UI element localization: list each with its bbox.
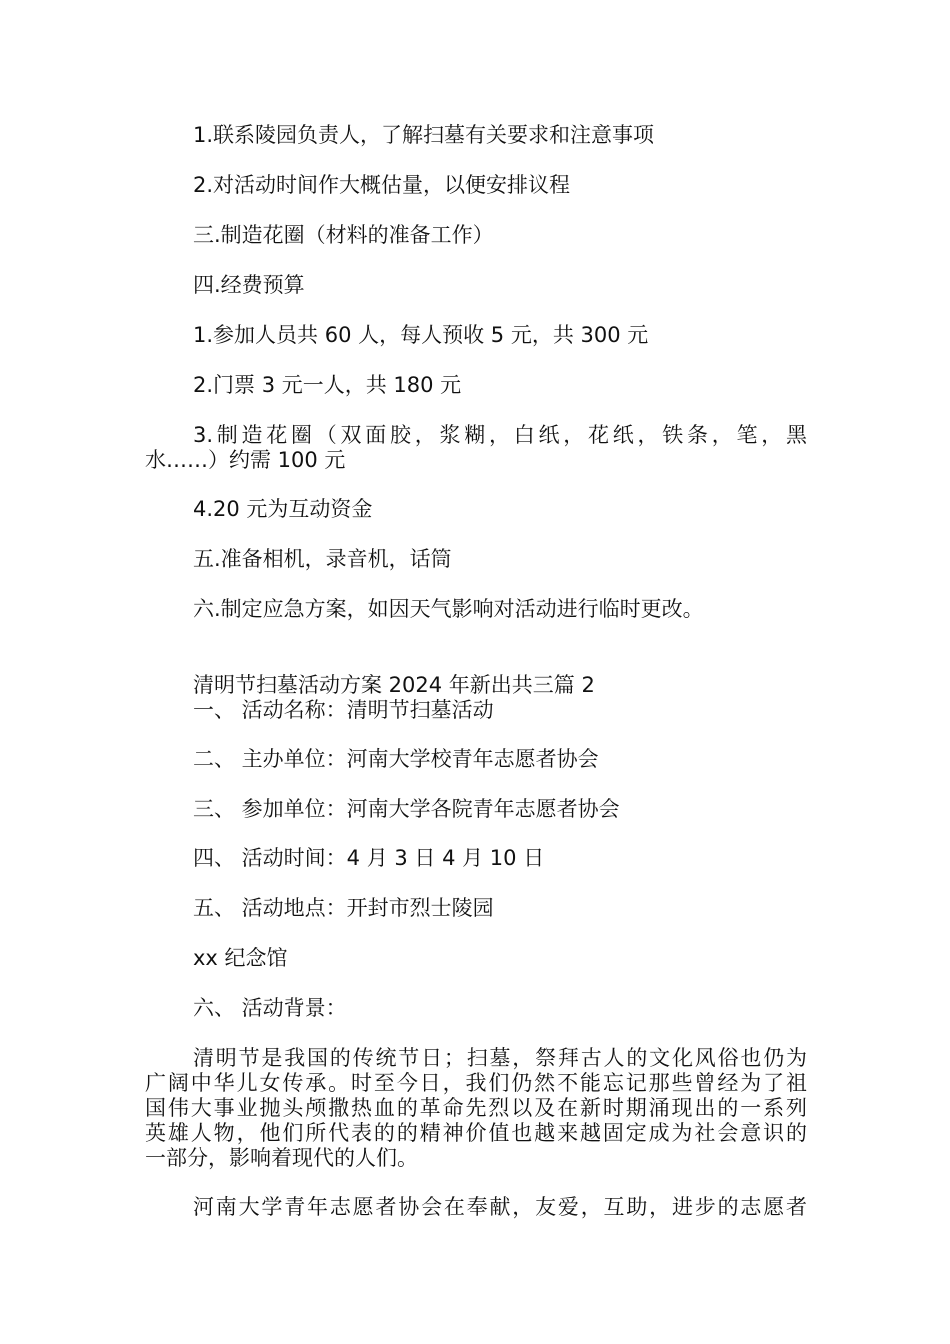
volunteer-line: 河南大学青年志愿者协会在奉献，友爱，互助，进步的志愿者 — [193, 1195, 807, 1219]
budget-item-interaction-fund: 4.20 元为互动资金 — [193, 497, 373, 521]
background-line: 清明节是我国的传统节日；扫墓，祭拜古人的文化风俗也仍为 — [193, 1046, 807, 1070]
item-estimate-time: 2.对活动时间作大概估量，以便安排议程 — [193, 173, 571, 197]
activity-background-heading: 六、 活动背景： — [193, 996, 347, 1020]
background-line: 英雄人物，他们所代表的的精神价值也越来越固定成为社会意识的 — [145, 1121, 807, 1145]
volunteer-paragraph — [145, 1195, 807, 1220]
background-line: 广阔中华儿女传承。时至今日，我们仍然不能忘记那些曾经为了祖 — [145, 1071, 807, 1095]
budget-item-tickets: 2.门票 3 元一人，共 180 元 — [193, 373, 462, 397]
item-contact-cemetery: 1.联系陵园负责人，了解扫墓有关要求和注意事项 — [193, 123, 655, 147]
activity-name: 一、 活动名称：清明节扫墓活动 — [193, 698, 494, 722]
budget-item-wreath — [145, 423, 807, 473]
activity-location: 五、 活动地点：开封市烈士陵园 — [193, 896, 494, 920]
heading-budget: 四.经费预算 — [193, 273, 305, 297]
background-paragraph — [145, 1046, 807, 1171]
activity-participants: 三、 参加单位：河南大学各院青年志愿者协会 — [193, 797, 620, 821]
activity-time: 四、 活动时间：4 月 3 日 4 月 10 日 — [193, 846, 545, 870]
budget-item-wreath-line2: 水……）约需 100 元 — [145, 448, 346, 472]
heading-emergency-plan: 六.制定应急方案，如因天气影响对活动进行临时更改。 — [193, 597, 704, 621]
budget-item-participants: 1.参加人员共 60 人，每人预收 5 元，共 300 元 — [193, 323, 649, 347]
heading-make-wreath: 三.制造花圈（材料的准备工作） — [193, 223, 494, 247]
heading-equipment: 五.准备相机，录音机，话筒 — [193, 547, 452, 571]
background-line: 国伟大事业抛头颅撒热血的革命先烈以及在新时期涌现出的一系列 — [145, 1096, 807, 1120]
activity-memorial-hall: xx 纪念馆 — [193, 946, 288, 970]
activity-organizer: 二、 主办单位：河南大学校青年志愿者协会 — [193, 747, 599, 771]
background-line: 一部分，影响着现代的人们。 — [145, 1146, 418, 1170]
budget-item-wreath-line1: 3.制造花圈（双面胶，浆糊，白纸，花纸，铁条，笔，黑 — [193, 423, 807, 447]
section-title: 清明节扫墓活动方案 2024 年新出共三篇 2 — [193, 673, 595, 697]
